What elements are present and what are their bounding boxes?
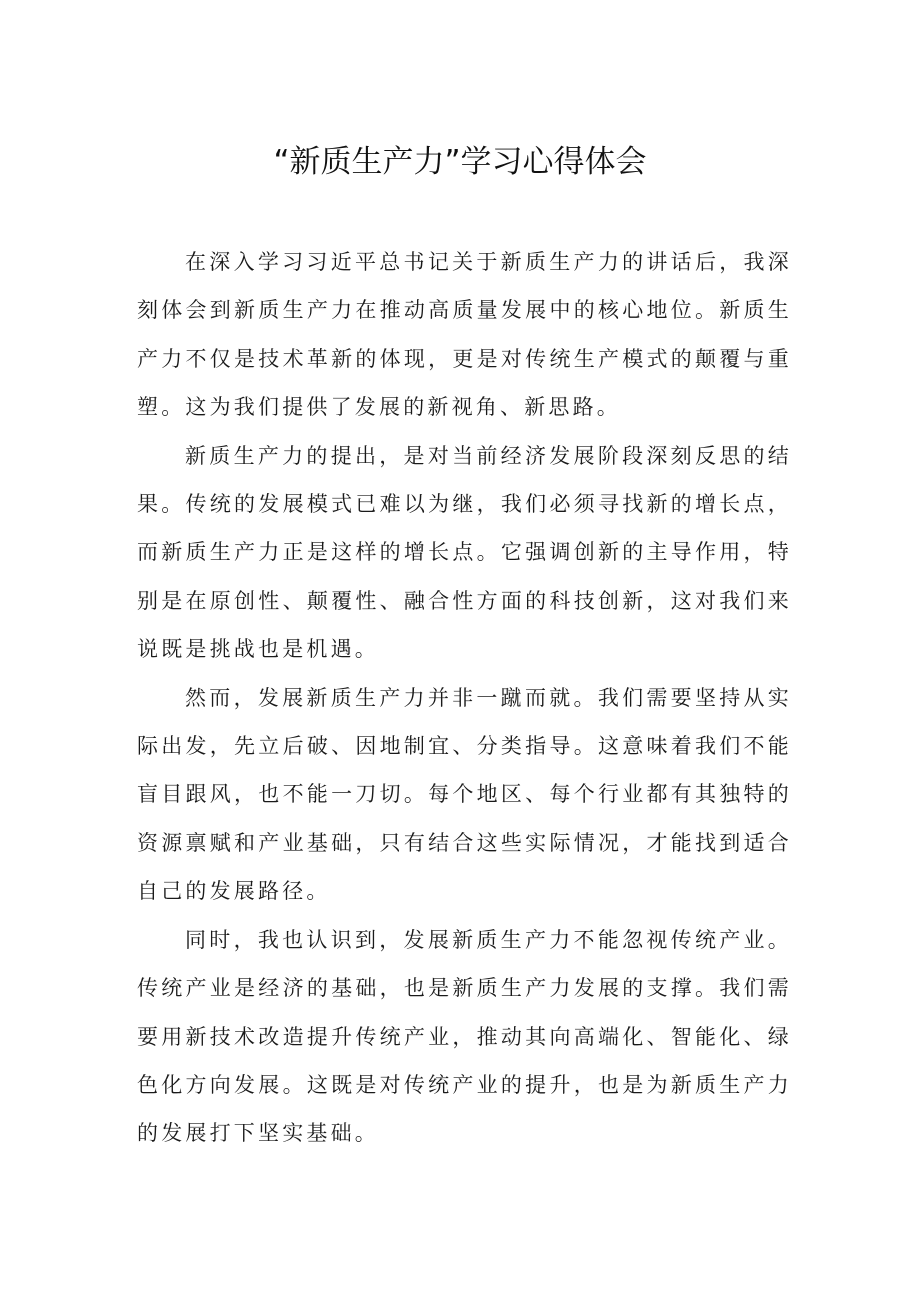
paragraph-1: 在深入学习习近平总书记关于新质生产力的讲话后，我深刻体会到新质生产力在推动高质量发展中的核心地位。新质生产力不仅是技术革新的体现，更是对传统生产模式的颠覆与重塑。这为我们提供了发展的新视角、新思路。	[137, 250, 792, 420]
paragraph-3: 然而，发展新质生产力并非一蹴而就。我们需要坚持从实际出发，先立后破、因地制宜、分类指导。这意味着我们不能盲目跟风，也不能一刀切。每个地区、每个行业都有其独特的资源禀赋和产业基础，只有结合这些实际情况，才能找到适合自己的发展路径。	[137, 685, 792, 904]
paragraph-2: 新质生产力的提出，是对当前经济发展阶段深刻反思的结果。传统的发展模式已难以为继，我们必须寻找新的增长点，而新质生产力正是这样的增长点。它强调创新的主导作用，特别是在原创性、颠覆性、融合性方面的科技创新，这对我们来说既是挑战也是机遇。	[137, 443, 792, 662]
paragraph-4: 同时，我也认识到，发展新质生产力不能忽视传统产业。传统产业是经济的基础，也是新质生产力发展的支撑。我们需要用新技术改造提升传统产业，推动其向高端化、智能化、绿色化方向发展。这既是对传统产业的提升，也是为新质生产力的发展打下坚实基础。	[137, 927, 792, 1146]
document-body	[137, 238, 792, 1158]
document-title: “新质生产力”学习心得体会	[273, 144, 647, 180]
